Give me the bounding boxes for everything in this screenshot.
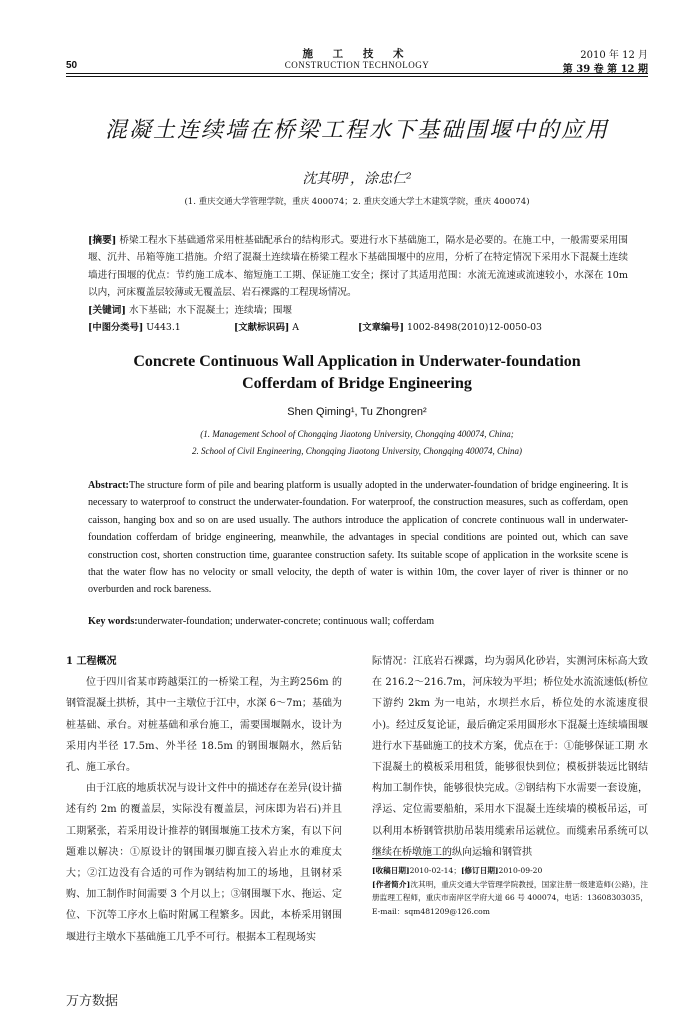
body-paragraph: 位于四川省某市跨越渠江的一桥梁工程，为主跨256m 的钢管混凝土拱桥，其中一主墩位于江中，水深 6～7m；基础为桩基础、承台。对桩基础和承台施工，需要围堰隔水，设计为采用内半径 17.5m、外半径 18.5m 的钢围堰隔水，然后钻孔、施工承台。 (66, 677, 342, 774)
doc-code-label: [文献标识码] (234, 322, 290, 333)
running-header (66, 42, 648, 76)
page-number: 50 (66, 60, 78, 71)
received-label: [收稿日期] (372, 866, 410, 875)
body-paragraph: 由于江底的地质状况与设计文件中的描述存在差异(设计描述有约 2m 的覆盖层，实际没有覆盖层，河床即为岩石)并且工期紧张，若采用设计推荐的钢围堰施工技术方案，有以下问题难以解决：①原设计的钢围堰刃脚直接入岩止水的难度太大；②江边没有合适的可作为钢结构加工的场地，且钢材采购、加工制作时间需要 3 个月以上；③钢围堰下水、拖运、定位、下沉等工序水上临时附属工程繁多。因此，本桥采用钢围堰进行主墩水下基础施工几乎不可行。根据本工程现场实 (66, 783, 342, 943)
doc-code-value: A (292, 322, 299, 333)
keywords-en-text: underwater-foundation; underwater-concrete; continuous wall; cofferdam (137, 616, 435, 627)
classification-row (88, 319, 628, 336)
received-date: 2010-02-14； (409, 866, 461, 875)
author-info-label: [作者简介] (372, 879, 411, 889)
issue-date: 2010 年 12 月 (580, 50, 648, 61)
watermark: 万方数据 (66, 993, 119, 1008)
affiliation-en-line2: 2. School of Civil Engineering, Chongqing Jiaotong University, Chongqing 400074, China) (192, 446, 522, 456)
title-en (66, 351, 648, 395)
author-info: 沈其明，重庆交通大学管理学院教授，国家注册一级建造师(公路)，注册监理工程师，重庆市南岸区学府大道 66 号 400074，电话：13608303035，E-mail：sqm481209@126.com (372, 879, 649, 916)
keywords-en (88, 616, 628, 627)
abstract-en-label: Abstract: (88, 480, 129, 491)
body-column-left (66, 651, 342, 948)
affiliation-cn: (1. 重庆交通大学管理学院，重庆 400074；2. 重庆交通大学土木建筑学院，重庆 400074) (184, 197, 530, 207)
header-rule-thin (66, 76, 648, 77)
keywords-cn-label: [关键词] (88, 304, 126, 316)
article-no-field (358, 319, 542, 333)
header-rule-thick (66, 73, 648, 74)
article-no-label: [文章编号] (358, 322, 404, 333)
clc-value: U443.1 (146, 322, 181, 333)
keywords-cn: 水下基础；水下混凝土；连续墙；围堰 (128, 304, 293, 316)
abstract-cn-label: [摘要] (88, 235, 117, 246)
keywords-en-label: Key words: (88, 616, 138, 627)
clc-field (88, 319, 181, 333)
abstract-en-text: The structure form of pile and bearing platform is usually adopted in the underwater-foundation of bridge engineering. It is necessary to waterproof to construct the underwater-foundation. For waterproof, the construction measures, such as cofferdam, open caisson, hanging box and so on are used usually. The authors introduce the application of concrete continuous wall in underwater-foundation cofferdam of bridge engineering, meanwhile, the advantages in special conditions are pointed out, which can save construction cost, shorten construction time, guarantee construction safety. Its suitable scope of application in the worksite scene is that the water flow has no velocity or small velocity, the depth of water is within 10m, the cover layer of river is thinner or no overburden and rock bareness. (88, 480, 628, 596)
title-cn: 混凝土连续墙在桥梁工程水下基础围堰中的应用 (104, 118, 609, 143)
footnote-rule (372, 858, 452, 859)
clc-label: [中图分类号] (88, 322, 144, 333)
affiliation-en-line1: (1. Management School of Chongqing Jiaotong University, Chongqing 400074, China; (200, 429, 514, 439)
volume-issue: 第 39 卷 第 12 期 (562, 64, 648, 75)
body-paragraph: 际情况：江底岩石裸露，均为弱风化砂岩，实测河床标高大致在 216.2～216.7m，河床较为平坦；桥位处水流流速低(桥位下游约 2km 为一电站，水坝拦水后，桥位处的水流速度很小)。经过反复论证，最后确定采用圆形水下混凝土连续墙围堰进行水下基础施工的技术方案，优点在于：①能够保证工期 水下混凝土的模板采用租赁，能够很快到位；模板拼装远比钢结构加工制作快，能够很快完成。②钢结构下水需要一套设施，浮运、定位需要船舶，采用水下混凝土连续墙的模板吊运，可以利用本桥钢管拱肋吊装用缆索吊运就位。而缆索吊系统可以继续在桥墩施工的纵向运输和钢管拱 (372, 656, 648, 858)
revised-date: 2010-09-20 (498, 866, 543, 875)
footnote (372, 864, 648, 918)
abstract-en (88, 477, 628, 599)
article-no-value: 1002-8498(2010)12-0050-03 (406, 322, 542, 333)
abstract-cn (88, 232, 628, 319)
affiliation-en (66, 426, 648, 460)
title-en-line2: Cofferdam of Bridge Engineering (242, 375, 472, 392)
authors-cn: 沈其明¹，涂忠仁² (302, 171, 412, 187)
journal-name-en: CONSTRUCTION TECHNOLOGY (284, 60, 430, 70)
section-heading: 1 工程概况 (66, 656, 117, 667)
abstract-cn-text: 桥梁工程水下基础通常采用桩基础配承台的结构形式。要进行水下基础施工，隔水是必要的。在施工中，一般需要采用围堰、沉井、吊箱等施工措施。介绍了混凝土连续墙在桥梁工程水下基础围堰中的应用，分析了在特定情况下采用水下混凝土连续墙进行围堰的优点：节约施工成本、缩短施工工期、保证施工安全；探讨了其适用范围：水流无流速或流速较小，水深在 10m 以内，河床覆盖层较薄或无覆盖层、岩石裸露的工程现场情况。 (88, 235, 628, 299)
journal-name-cn: 施 工 技 术 (302, 48, 412, 60)
title-en-line1: Concrete Continuous Wall Application in Underwater-foundation (133, 353, 581, 370)
authors-en: Shen Qiming¹, Tu Zhongren² (287, 406, 427, 418)
revised-label: [修订日期] (460, 866, 499, 875)
body-column-right (372, 651, 648, 863)
doc-code-field (234, 319, 299, 333)
